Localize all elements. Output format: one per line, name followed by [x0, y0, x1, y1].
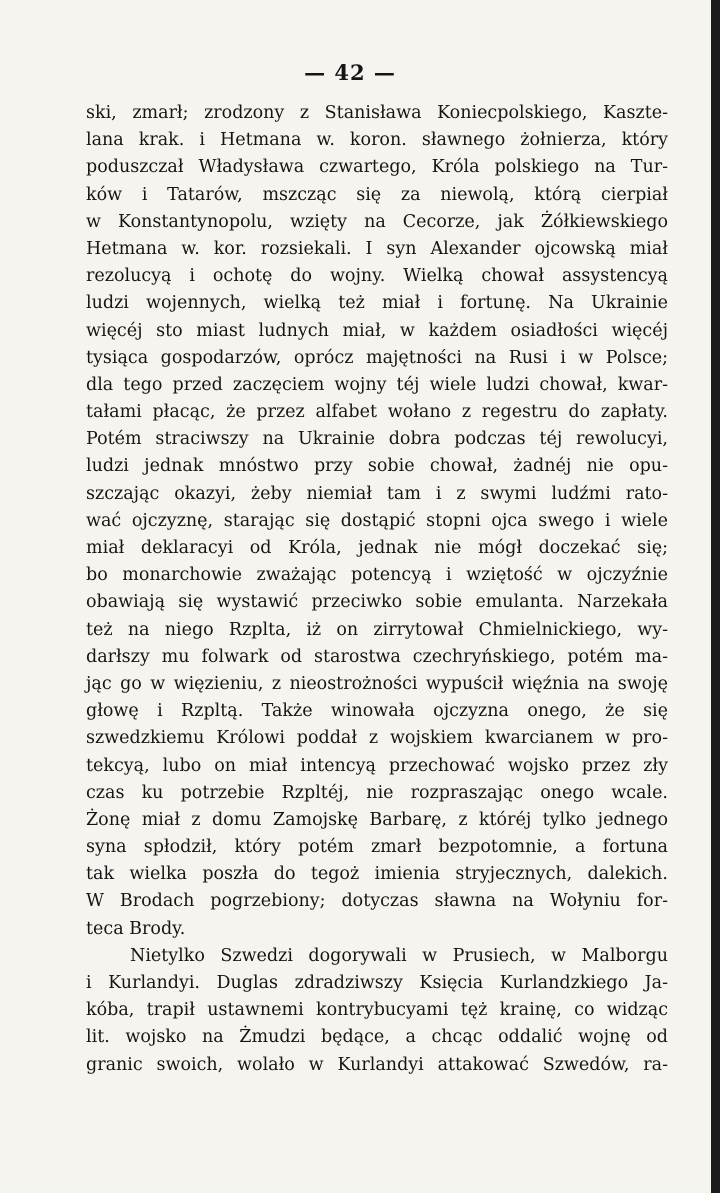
text-line: ludzi wojennych, wielką też miał i fortunę. Na Ukrainie — [86, 293, 668, 314]
text-line: tak wielka poszła do tegoż imienia stryjecznych, dalekich. — [86, 864, 668, 885]
text-line: i Kurlandyi. Duglas zdradziwszy Księcia Kurlandzkiego Ja- — [86, 973, 668, 993]
text-line: ludzi jednak mnóstwo przy sobie chował, żadnéj nie opu- — [86, 456, 668, 477]
text-line: ków i Tatarów, mszcząc się za niewolą, którą cierpiał — [86, 184, 668, 205]
page-edge-shadow — [711, 0, 720, 1193]
text-line: tysiąca gospodarzów, oprócz majętności na Rusi i w Polsce; — [86, 347, 668, 368]
text-line: wać ojczyznę, starając się dostąpić stopni ojca swego i wiele — [86, 510, 668, 531]
text-line: tekcyą, lubo on miał intencyą przechować wojsko przez zły — [86, 755, 668, 776]
page-number: — 42 — — [304, 60, 396, 85]
text-line: tałami płacąc, że przez alfabet wołano z regestru do zapłaty. — [86, 402, 668, 423]
text-line: jąc go w więzieniu, z nieostrożności wypuścił więźnia na swoję — [86, 673, 668, 694]
text-line: kóba, trapił ustawnemi kontrybucyami tęż krainę, co widząc — [86, 1000, 668, 1021]
text-line: szwedzkiemu Królowi poddał z wojskiem kwarcianem w pro- — [86, 728, 668, 749]
text-line: miał deklaracyi od Króla, jednak nie mógł doczekać się; — [86, 538, 668, 558]
text-line: bo monarchowie zważając potencyą i wziętość w ojczyźnie — [86, 565, 668, 586]
paragraph-end-line: teca Brody. — [86, 918, 186, 939]
body-text — [86, 100, 668, 1079]
text-line: Żonę miał z domu Zamojskę Barbarę, z któréj tylko jednego — [86, 809, 668, 830]
text-line: syna spłodził, który potém zmarł bezpotomnie, a fortuna — [86, 837, 668, 858]
text-line: poduszczał Władysława czwartego, Króla polskiego na Tur- — [86, 157, 668, 178]
text-line: dla tego przed zaczęciem wojny téj wiele ludzi chował, kwar- — [86, 374, 668, 395]
text-line: obawiają się wystawić przeciwko sobie emulanta. Narzekała — [86, 592, 668, 613]
text-line: W Brodach pogrzebiony; dotyczas sławna na Wołyniu for- — [86, 891, 668, 912]
text-line: rezolucyą i ochotę do wojny. Wielką chował assystencyą — [86, 266, 668, 287]
text-line: Hetmana w. kor. rozsiekali. I syn Alexander ojcowską miał — [86, 238, 668, 259]
text-line: lit. wojsko na Żmudzi będące, a chcąc oddalić wojnę od — [86, 1027, 668, 1048]
text-line: czas ku potrzebie Rzpltéj, nie rozpraszając onego wcale. — [86, 782, 668, 803]
paragraph-start-line: Nietylko Szwedzi dogorywali w Prusiech, w Malborgu — [130, 945, 668, 966]
text-line: głowę i Rzpltą. Także winowała ojczyzna onego, że się — [86, 701, 668, 722]
text-line: ski, zmarł; zrodzony z Stanisława Koniecpolskiego, Kaszte- — [86, 103, 668, 123]
text-line: Potém straciwszy na Ukrainie dobra podczas téj rewolucyi, — [86, 429, 668, 450]
text-line: szczając okazyi, żeby niemiał tam i z swymi ludźmi rato- — [86, 483, 668, 504]
text-line: więcéj sto miast ludnych miał, w każdem osiadłości więcéj — [86, 320, 668, 341]
text-line: też na niego Rzplta, iż on zirrytował Chmielnickiego, wy- — [86, 619, 668, 640]
text-line: darłszy mu folwark od starostwa czechryńskiego, potém ma- — [86, 646, 668, 667]
text-line: lana krak. i Hetmana w. koron. sławnego żołnierza, który — [86, 130, 668, 151]
text-line: granic swoich, wolało w Kurlandyi attakować Szwedów, ra- — [86, 1054, 668, 1075]
text-line: w Konstantynopolu, wzięty na Cecorze, jak Żółkiewskiego — [86, 211, 668, 232]
